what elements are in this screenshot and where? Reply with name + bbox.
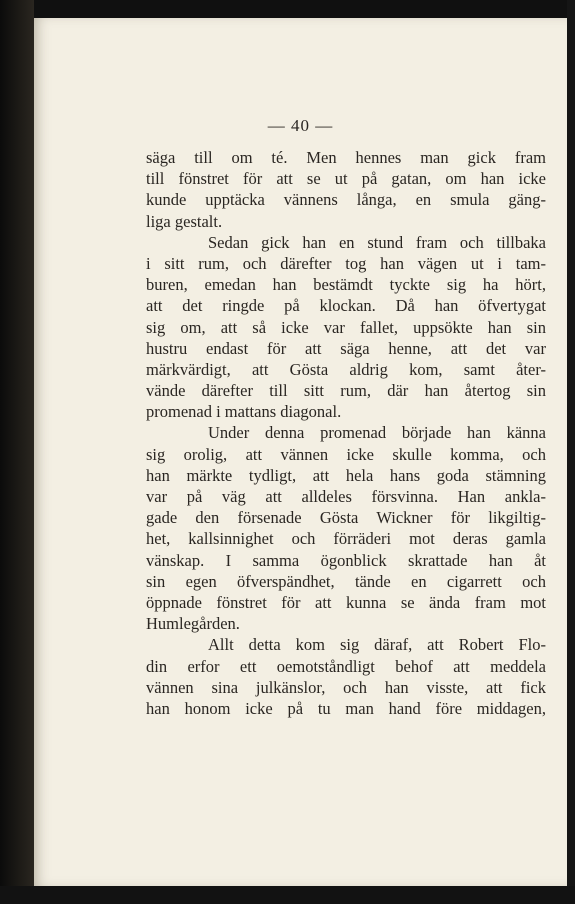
text-line: gade den försenade Gösta Wickner för likgiltig- <box>146 508 546 528</box>
text-line: var på väg att alldeles försvinna. Han ankla- <box>146 487 546 506</box>
scan-border-right <box>567 0 575 904</box>
text-line: Sedan gick han en stund fram och tillbaka <box>208 232 546 252</box>
text-line: Humlegården. <box>146 614 240 634</box>
page-number: — 40 — <box>267 116 334 135</box>
book-page <box>34 18 567 886</box>
text-line: promenad i mattans diagonal. <box>146 402 342 422</box>
text-line: till fönstret för att se ut på gatan, om han icke <box>146 169 546 189</box>
text-line: öppnade fönstret för att kunna se ända fram mot <box>146 592 546 612</box>
text-line: hustru endast för att säga henne, att det var <box>146 338 546 358</box>
text-line: vänskap. I samma ögonblick skrattade han åt <box>146 550 546 570</box>
text-line: att det ringde på klockan. Då han öfvertygat <box>146 296 546 316</box>
text-line: liga gestalt. <box>146 211 223 231</box>
text-line: märkvärdigt, att Gösta aldrig kom, samt åter- <box>146 359 546 379</box>
text-line: sin egen öfverspändhet, tände en cigarrett och <box>146 571 546 591</box>
text-line: han märkte tydligt, att hela hans goda stämning <box>146 465 546 485</box>
scan-border-left <box>0 0 34 904</box>
text-line: kunde upptäcka vännens långa, en smula gäng- <box>146 190 546 210</box>
text-line: vännen sina julkänslor, och han visste, att fick <box>146 677 546 697</box>
text-line: het, kallsinnighet och förräderi mot deras gamla <box>146 529 546 549</box>
text-line: Allt detta kom sig däraf, att Robert Flo- <box>208 635 546 655</box>
text-line: säga till om té. Men hennes man gick fram <box>146 148 546 167</box>
body-text <box>146 147 546 719</box>
scan-border-bottom <box>0 886 575 904</box>
text-line: din erfor ett oemotståndligt behof att meddela <box>146 656 546 676</box>
text-line: sig orolig, att vännen icke skulle komma, och <box>146 444 546 464</box>
text-line: han honom icke på tu man hand före middagen, <box>146 698 546 718</box>
text-line: Under denna promenad började han känna <box>208 423 546 443</box>
text-line: sig om, att så icke var fallet, uppsökte han sin <box>146 317 546 337</box>
text-line: i sitt rum, och därefter tog han vägen ut i tam- <box>146 253 546 273</box>
text-line: buren, emedan han bestämdt tyckte sig ha hört, <box>146 275 546 295</box>
text-line: vände därefter till sitt rum, där han återtog sin <box>146 381 546 401</box>
